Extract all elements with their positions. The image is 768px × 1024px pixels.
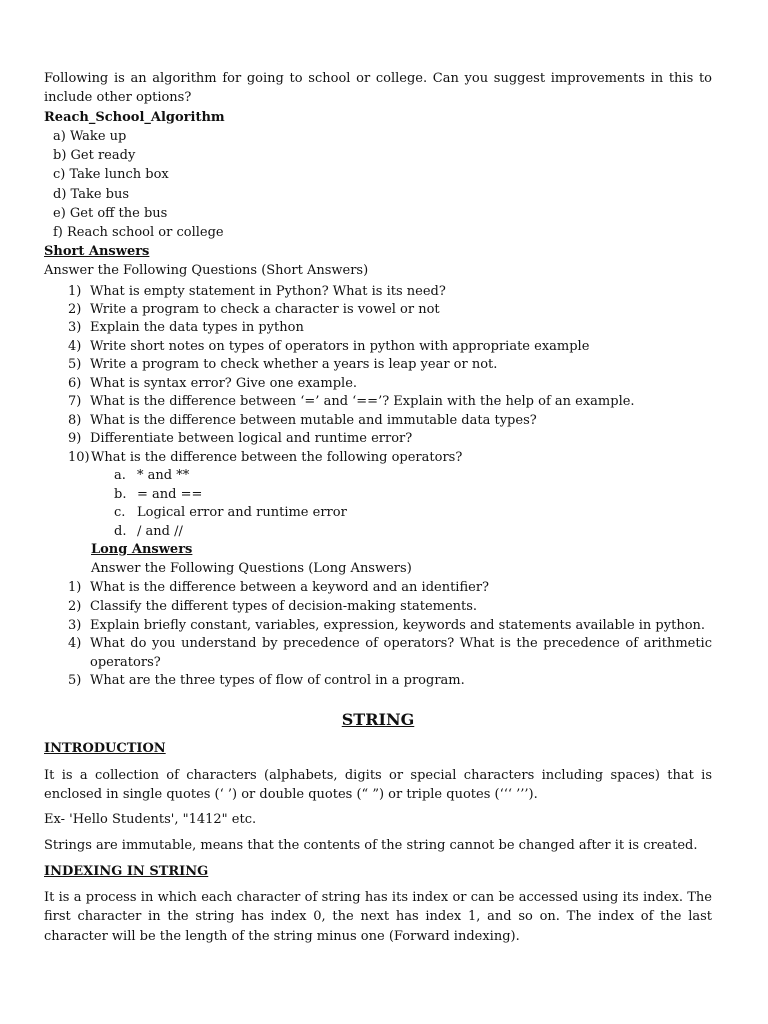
string-intro-line-1: It is a collection of characters (alphabets, digits or special characters including spaces) that is — [44, 768, 712, 783]
intro-line-1: Following is an algorithm for going to school or college. Can you suggest improvements in this to — [44, 71, 712, 86]
question-number: 5) — [68, 673, 82, 688]
short-question: What is the difference between mutable and immutable data types? — [90, 413, 537, 428]
sub-item: / and // — [137, 524, 183, 539]
short-question: Write a program to check whether a years is leap year or not. — [90, 357, 498, 372]
question-number: 3) — [68, 320, 82, 335]
indexing-line-1: It is a process in which each character of string has its index or can be accessed using its index. The — [44, 890, 712, 905]
short-question: What is empty statement in Python? What is its need? — [90, 284, 446, 299]
algorithm-step: a) Wake up — [53, 129, 127, 144]
long-answers-instruction: Answer the Following Questions (Long Answers) — [91, 561, 412, 576]
sub-item: Logical error and runtime error — [137, 505, 347, 520]
section-title: STRING — [341, 710, 415, 729]
algorithm-title: Reach_School_Algorithm — [44, 110, 225, 125]
question-number: 4) — [68, 339, 82, 354]
question-number: 9) — [68, 431, 82, 446]
sub-item: * and ** — [137, 468, 190, 483]
question-number: 2) — [68, 599, 82, 614]
question-number: 2) — [68, 302, 82, 317]
short-question: What is syntax error? Give one example. — [90, 376, 358, 391]
introduction-heading: INTRODUCTION — [44, 741, 166, 756]
sub-item: = and == — [137, 487, 203, 502]
short-question: What is the difference between the following operators? — [91, 450, 463, 465]
long-question: What are the three types of flow of control in a program. — [90, 673, 465, 688]
algorithm-step: e) Get off the bus — [53, 206, 168, 221]
indexing-line-3: character will be the length of the string minus one (Forward indexing). — [44, 929, 520, 944]
algorithm-step: f) Reach school or college — [53, 225, 224, 240]
long-question: What is the difference between a keyword and an identifier? — [90, 580, 490, 595]
question-number: 6) — [68, 376, 82, 391]
long-question: Classify the different types of decision-making statements. — [90, 599, 478, 614]
indexing-line-2: first character in the string has index 0, the next has index 1, and so on. The index of the last — [44, 909, 712, 924]
question-number: 3) — [68, 618, 82, 633]
algorithm-step: b) Get ready — [53, 148, 136, 163]
question-number: 8) — [68, 413, 82, 428]
question-number: 4) — [68, 636, 82, 651]
long-question-continuation: operators? — [90, 655, 161, 670]
intro-line-2: include other options? — [44, 90, 192, 105]
sub-item-letter: b. — [114, 487, 127, 502]
short-answers-heading: Short Answers — [44, 244, 150, 259]
short-question: What is the difference between ‘=’ and ‘==’? Explain with the help of an example. — [90, 394, 635, 409]
sub-item-letter: d. — [114, 524, 127, 539]
short-answers-instruction: Answer the Following Questions (Short Answers) — [44, 263, 369, 278]
algorithm-step: d) Take bus — [53, 187, 130, 202]
sub-item-letter: c. — [114, 505, 126, 520]
string-intro-line-2: enclosed in single quotes (‘ ’) or double quotes (“ ”) or triple quotes (‘‘‘ ’’’). — [44, 787, 538, 802]
short-question: Write a program to check a character is vowel or not — [90, 302, 440, 317]
sub-item-letter: a. — [114, 468, 126, 483]
question-number: 7) — [68, 394, 82, 409]
string-immutable-note: Strings are immutable, means that the contents of the string cannot be changed after it is created. — [44, 838, 698, 853]
short-question: Differentiate between logical and runtime error? — [90, 431, 413, 446]
question-number: 1) — [68, 284, 82, 299]
string-example: Ex- 'Hello Students', "1412" etc. — [44, 812, 257, 827]
question-number: 5) — [68, 357, 82, 372]
long-answers-heading: Long Answers — [91, 542, 193, 557]
question-number: 1) — [68, 580, 82, 595]
long-question: Explain briefly constant, variables, expression, keywords and statements available in python. — [90, 618, 706, 633]
long-question: What do you understand by precedence of operators? What is the precedence of arithmetic — [90, 636, 712, 651]
algorithm-step: c) Take lunch box — [53, 167, 169, 182]
short-question: Write short notes on types of operators in python with appropriate example — [90, 339, 590, 354]
short-question: Explain the data types in python — [90, 320, 304, 335]
question-number: 10) — [68, 450, 90, 465]
indexing-heading: INDEXING IN STRING — [44, 864, 209, 879]
